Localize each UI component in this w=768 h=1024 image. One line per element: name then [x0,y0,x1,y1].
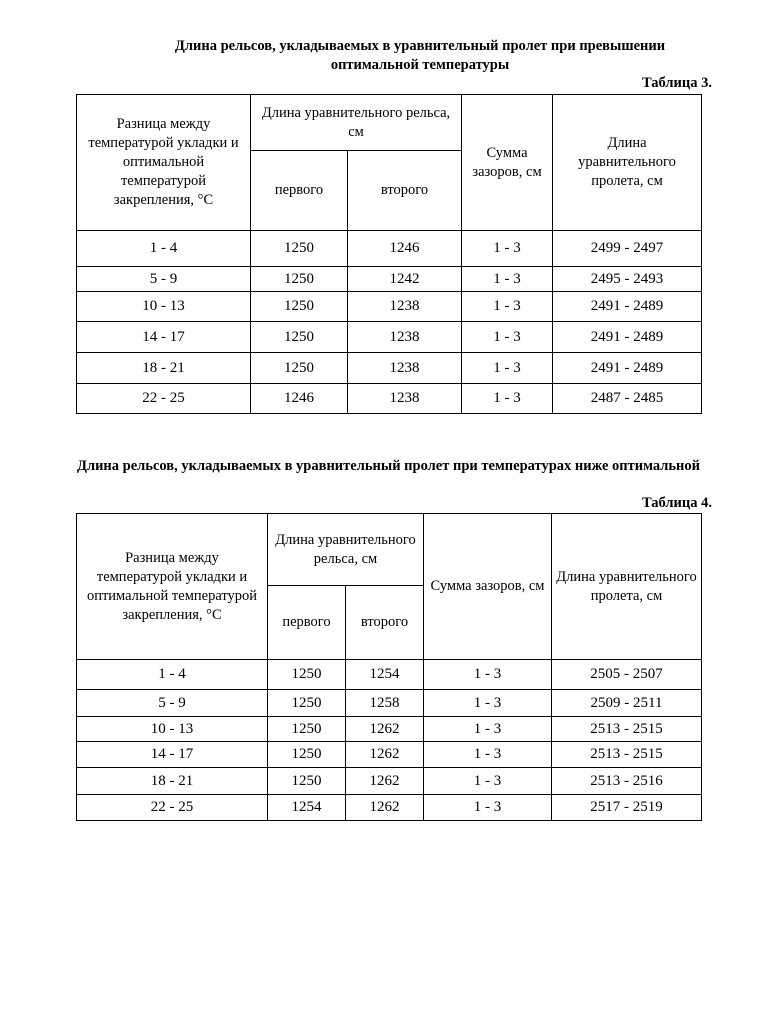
table3-cell-span-length: 2487 - 2485 [553,384,702,414]
table3-cell-gaps-sum: 1 - 3 [462,322,553,353]
table3-cell-gaps-sum: 1 - 3 [462,384,553,414]
table4-cell-temp-range: 22 - 25 [77,795,268,821]
table4-cell-temp-range: 5 - 9 [77,690,268,717]
table3-cell-second-length: 1242 [348,267,462,292]
table4-title: Длина рельсов, укладываемых в уравнительный пролет при температурах ниже оптимальной [76,458,701,474]
table4-cell-gaps-sum: 1 - 3 [424,768,552,795]
table3-cell-temp-range: 1 - 4 [77,231,251,267]
table3-cell-temp-range: 18 - 21 [77,353,251,384]
table4-cell-gaps-sum: 1 - 3 [424,660,552,690]
table3-row [77,353,702,384]
table3-header-gaps: Сумма зазоров, см [462,95,553,231]
table3-cell-span-length: 2499 - 2497 [553,231,702,267]
table3-cell-span-length: 2491 - 2489 [553,353,702,384]
table3-cell-first-length: 1250 [251,267,348,292]
table4-header-diff: Разница между температурой укладки и оптимальной температурой закрепления, °С [77,514,268,660]
table3-cell-second-length: 1238 [348,292,462,322]
table3-row [77,231,702,267]
table3-cell-second-length: 1238 [348,384,462,414]
table3-label: Таблица 3. [641,75,712,91]
table3-body [77,231,702,414]
table4-cell-second-length: 1258 [346,690,424,717]
table4 [76,513,702,821]
table3-cell-gaps-sum: 1 - 3 [462,353,553,384]
table3-cell-first-length: 1250 [251,322,348,353]
table3-header-diff: Разница между температурой укладки и оптимальной температурой закрепления, °С [77,95,251,231]
table3-header-span: Длина уравнительного пролета, см [553,95,702,231]
table4-cell-temp-range: 14 - 17 [77,742,268,768]
table3-header-second: второго [348,151,462,231]
table3-title: Длина рельсов, укладываемых в уравнительный пролет при превышении оптимальной температуры [174,38,666,73]
table4-body [77,660,702,821]
table3-cell-span-length: 2491 - 2489 [553,322,702,353]
table3 [76,94,702,414]
table3-cell-gaps-sum: 1 - 3 [462,267,553,292]
table3-row [77,322,702,353]
table4-header-second: второго [346,586,424,660]
table3-cell-gaps-sum: 1 - 3 [462,231,553,267]
table4-cell-first-length: 1254 [268,795,346,821]
table4-cell-span-length: 2513 - 2516 [552,768,702,795]
table4-label: Таблица 4. [641,495,712,511]
table4-cell-second-length: 1262 [346,795,424,821]
table3-cell-first-length: 1250 [251,231,348,267]
table3-cell-temp-range: 10 - 13 [77,292,251,322]
table4-row [77,690,702,717]
table3-cell-temp-range: 14 - 17 [77,322,251,353]
table4-header-gaps: Сумма зазоров, см [424,514,552,660]
table4-header-first: первого [268,586,346,660]
table4-row [77,660,702,690]
table3-cell-first-length: 1250 [251,292,348,322]
table4-cell-first-length: 1250 [268,717,346,742]
table4-row [77,795,702,821]
table4-cell-span-length: 2517 - 2519 [552,795,702,821]
table4-cell-gaps-sum: 1 - 3 [424,717,552,742]
table3-row [77,384,702,414]
table3-header-first: первого [251,151,348,231]
table4-row [77,717,702,742]
table3-cell-first-length: 1250 [251,353,348,384]
table3-cell-span-length: 2491 - 2489 [553,292,702,322]
table4-cell-span-length: 2509 - 2511 [552,690,702,717]
table3-row [77,292,702,322]
table4-cell-first-length: 1250 [268,742,346,768]
table3-cell-second-length: 1238 [348,353,462,384]
table4-cell-temp-range: 10 - 13 [77,717,268,742]
table4-cell-temp-range: 1 - 4 [77,660,268,690]
table4-cell-span-length: 2513 - 2515 [552,742,702,768]
table4-row [77,768,702,795]
table4-cell-gaps-sum: 1 - 3 [424,795,552,821]
table3-cell-second-length: 1238 [348,322,462,353]
table4-cell-second-length: 1254 [346,660,424,690]
table3-cell-span-length: 2495 - 2493 [553,267,702,292]
table4-header-span: Длина уравнительного пролета, см [552,514,702,660]
table4-header-rail-length: Длина уравнительного рельса, см [268,514,424,586]
table4-row [77,742,702,768]
table4-cell-span-length: 2513 - 2515 [552,717,702,742]
table3-cell-first-length: 1246 [251,384,348,414]
table4-cell-first-length: 1250 [268,768,346,795]
table4-cell-first-length: 1250 [268,690,346,717]
table4-cell-span-length: 2505 - 2507 [552,660,702,690]
table4-cell-first-length: 1250 [268,660,346,690]
table3-header-rail-length: Длина уравнительного рельса, см [251,95,462,151]
table3-cell-temp-range: 22 - 25 [77,384,251,414]
table3-cell-gaps-sum: 1 - 3 [462,292,553,322]
table4-cell-second-length: 1262 [346,742,424,768]
table4-cell-second-length: 1262 [346,717,424,742]
table4-cell-gaps-sum: 1 - 3 [424,742,552,768]
table4-cell-gaps-sum: 1 - 3 [424,690,552,717]
table3-cell-temp-range: 5 - 9 [77,267,251,292]
table3-cell-second-length: 1246 [348,231,462,267]
table3-row [77,267,702,292]
table4-cell-temp-range: 18 - 21 [77,768,268,795]
table4-cell-second-length: 1262 [346,768,424,795]
